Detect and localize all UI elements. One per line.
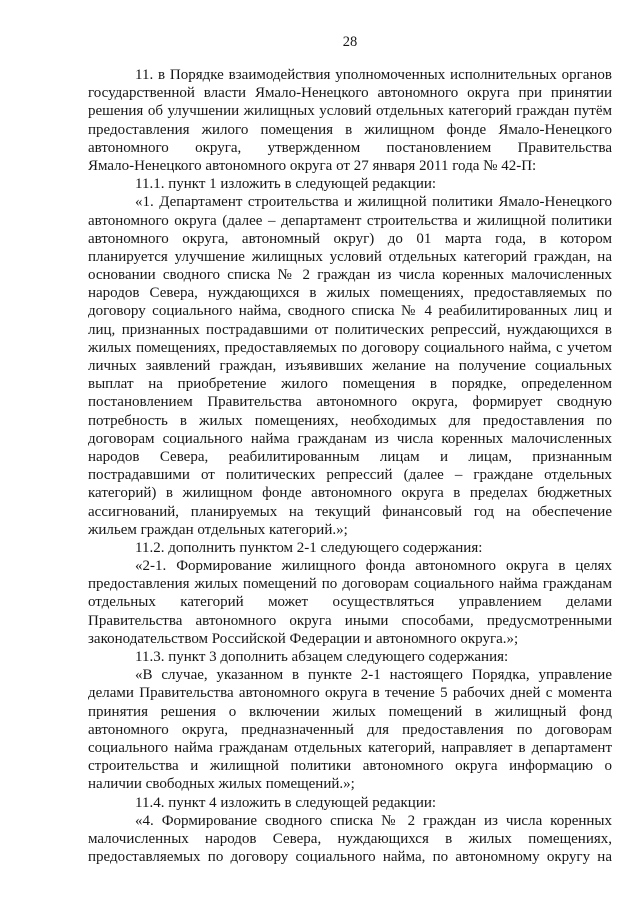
- paragraph-line: предоставления жилых помещений по договорам социального найма гражданам: [88, 576, 612, 593]
- paragraph-line: законодательством Российской Федерации и автономного округа.»;: [88, 630, 519, 647]
- paragraph-line: автономного округа (далее – департамент строительства и жилищной политики: [88, 212, 612, 229]
- paragraph-item-11: [88, 66, 612, 175]
- paragraph-line: предоставления жилого помещения в жилищном фонде Ямало-Ненецкого: [88, 121, 612, 138]
- paragraph-item-11-4: [88, 794, 612, 812]
- paragraph-line: «2-1. Формирование жилищного фонда автономного округа в целях: [135, 558, 612, 575]
- paragraph-line: 11.4. пункт 4 изложить в следующей редакции:: [135, 794, 437, 811]
- paragraph-line: договору социального найма, сводного списка № 4 реабилитированных лиц и: [88, 303, 612, 320]
- paragraph-line: 11.2. дополнить пунктом 2-1 следующего содержания:: [135, 539, 483, 556]
- paragraph-line: пострадавшими от политических репрессий (далее – граждане отдельных: [88, 467, 612, 484]
- document-body: [88, 66, 612, 866]
- paragraph-line: категорий) в жилищном фонде автономного округа в пределах бюджетных: [88, 485, 612, 502]
- paragraph-line: планируется улучшение жилищных условий отдельных категорий граждан, на: [88, 248, 612, 265]
- paragraph-line: лиц, признанных пострадавшими от политических репрессий, нуждающихся в: [88, 321, 612, 338]
- paragraph-line: потребность в жилых помещениях, необходимых для предоставления по: [88, 412, 612, 429]
- paragraph-line: отдельных категорий может осуществляться управлением делами: [88, 594, 612, 611]
- paragraph-line: строительства и жилищной политики автономного округа информацию о: [88, 758, 612, 775]
- paragraph-line: жильем граждан отдельных категорий.»;: [88, 521, 348, 538]
- paragraph-line: выплат на приобретение жилого помещения в порядке, определенном: [88, 376, 612, 393]
- paragraph-quote-1: [88, 193, 612, 539]
- paragraph-item-11-2: [88, 539, 612, 557]
- paragraph-line: «В случае, указанном в пункте 2-1 настоящего Порядка, управление: [135, 667, 612, 684]
- paragraph-line: народов Севера, нуждающихся в жилых помещениях, предоставляемых по: [88, 285, 612, 302]
- paragraph-line: договорам социального найма гражданам из числа коренных малочисленных: [88, 430, 612, 447]
- paragraph-line: принятия решения о включении жилых помещений в жилищный фонд: [88, 703, 612, 720]
- paragraph-line: личных заявлений граждан, изъявивших желание на получение социальных: [88, 358, 612, 374]
- paragraph-line: 11. в Порядке взаимодействия уполномоченных исполнительных органов: [135, 67, 612, 83]
- paragraph-line: жилых помещениях, предоставляемых по договору социального найма, с учетом: [88, 339, 612, 356]
- paragraph-quote-2-1: [88, 557, 612, 648]
- paragraph-line: Ямало-Ненецкого автономного округа от 27 января 2011 года № 42-П:: [88, 157, 537, 174]
- page-number: 28: [342, 34, 358, 50]
- paragraph-line: «4. Формирование сводного списка № 2 граждан из числа коренных: [135, 812, 612, 829]
- paragraph-line: «1. Департамент строительства и жилищной политики Ямало-Ненецкого: [135, 194, 612, 211]
- paragraph-line: автономного округа, автономный округ) до 01 марта года, в котором: [88, 230, 612, 247]
- paragraph-line: 11.3. пункт 3 дополнить абзацем следующего содержания:: [135, 649, 509, 665]
- paragraph-line: автономного округа, предназначенный для предоставления по договорам: [88, 721, 612, 738]
- paragraph-line: малочисленных народов Севера, нуждающихся в жилых помещениях,: [88, 830, 612, 847]
- paragraph-line: основании сводного списка № 2 граждан из числа коренных малочисленных: [88, 267, 612, 284]
- paragraph-line: решения об улучшении жилищных условий отдельных категорий граждан путём: [88, 103, 612, 120]
- paragraph-line: наличии свободных жилых помещений.»;: [88, 776, 355, 793]
- paragraph-line: делами Правительства автономного округа в течение 5 рабочих дней с момента: [88, 685, 612, 702]
- paragraph-line: ассигнований, планируемых на текущий финансовый год на обеспечение: [88, 503, 612, 520]
- paragraph-line: предоставляемых по договору социального найма, по автономному округу на: [88, 849, 612, 866]
- paragraph-quote-3: [88, 666, 612, 793]
- paragraph-item-11-3: [88, 648, 612, 666]
- paragraph-line: Правительства автономного округа иными способами, предусмотренными: [88, 612, 612, 629]
- paragraph-line: постановлением Правительства автономного округа, формирует сводную: [88, 394, 612, 411]
- paragraph-item-11-1: [88, 175, 612, 193]
- paragraph-line: автономного округа, утвержденном постановлением Правительства: [88, 139, 612, 156]
- paragraph-line: государственной власти Ямало-Ненецкого автономного округа при принятии: [88, 85, 612, 102]
- paragraph-line: народов Севера, реабилитированным лицам и лицам, признанным: [88, 448, 612, 465]
- paragraph-line: социального найма гражданам отдельных категорий, направляет в департамент: [88, 739, 612, 756]
- paragraph-quote-4: [88, 812, 612, 867]
- paragraph-line: 11.1. пункт 1 изложить в следующей редакции:: [135, 176, 437, 193]
